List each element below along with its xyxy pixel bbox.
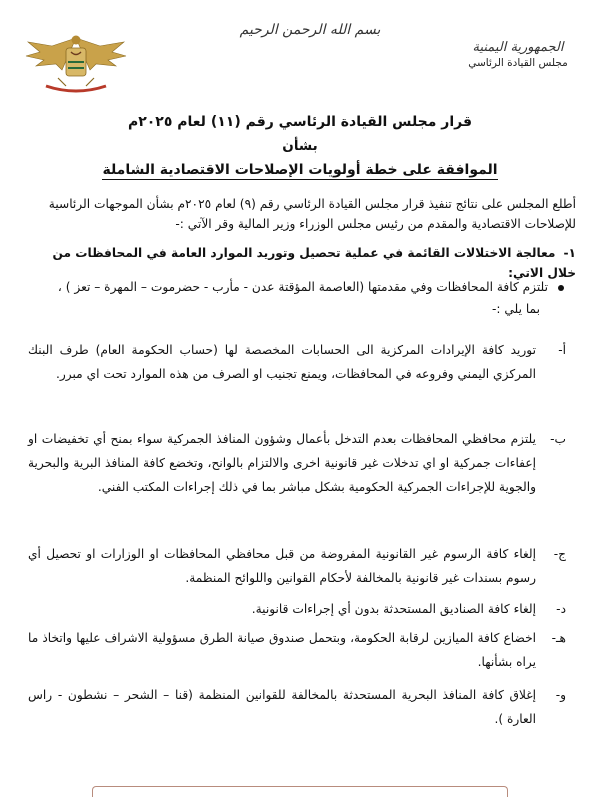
list-item (28, 683, 566, 731)
item-text: توريد كافة الإيرادات المركزية الى الحسابات المخصصة لها (حساب الحكومة العام) طرف البنك المركزي اليمني وفروعه في المحافظات، ويمنع تجنيب او الصرف من هذه الموارد تحت اي مبرر. (28, 343, 536, 381)
item-label: و- (555, 688, 566, 702)
letterhead (458, 40, 578, 69)
page-footer-frame (92, 786, 508, 797)
bullet-continuation (28, 299, 540, 319)
list-item (28, 542, 566, 590)
item-text: إلغاء كافة الرسوم غير القانونية المفروضة من قبل محافظي المحافظات او الوزارات او تحصيل أي رسوم بسندات غير قانونية بالمخالفة لأحكام القوانين واللوائح المنظمة. (28, 547, 536, 585)
item-label: ج- (553, 547, 566, 561)
item-text: إغلاق كافة المنافذ البحرية المستحدثة بالمخالفة للقوانين المنظمة (قنا – الشحر – نشطون - راس العارة ). (28, 688, 536, 726)
section-1-number: ١- (563, 246, 576, 260)
item-text: يلتزم محافظي المحافظات بعدم التدخل بأعمال وشؤون المنافذ الجمركية سواء بمنح أي تخفيضات او إعفاءات جمركية او اي تدخلات غير قانونية اخرى والالتزام بالوانح، وتخضع كافة المنافذ البرية والبحرية والجوية للإجراءات الجمركية الحكومية بشكل مباشر بما في ذلك إجراءات المكتب الفني. (28, 432, 536, 494)
bullet-line-1: تلتزم كافة المحافظات وفي مقدمتها (العاصمة المؤقتة عدن - مأرب - حضرموت – المهرة – تعز ) ، (57, 280, 548, 294)
intro-paragraph (28, 194, 576, 234)
item-label: د- (556, 602, 566, 616)
eagle-emblem-icon (22, 30, 130, 98)
country-name: الجمهورية اليمنية (472, 40, 564, 55)
list-item (28, 597, 566, 621)
bullet-line-2: بما يلي :- (492, 302, 540, 316)
decree-subject (90, 160, 510, 180)
bullet-item (28, 277, 564, 297)
title-block (90, 112, 510, 180)
item-label: ب- (550, 432, 566, 446)
item-label: هـ- (551, 631, 566, 645)
bullet-icon (558, 285, 564, 291)
list-item (28, 626, 566, 674)
item-text: إلغاء كافة الصناديق المستحدثة بدون أي إجراءات قانونية. (251, 602, 536, 616)
intro-text: أطلع المجلس على نتائج تنفيذ قرار مجلس القيادة الرئاسي رقم (٩) لعام ٢٠٢٥م بشأن الموجهات الرئاسية للإصلاحات الاقتصادية والمقدم من رئيس مجلس الوزراء وزير المالية وقر الآتي :- (48, 197, 576, 231)
regarding-label: بشأن (282, 138, 318, 154)
section-1-text: معالجة الاختلالات القائمة في عملية تحصيل وتوريد الموارد العامة في المحافظات من خلال الاتي: (52, 246, 576, 280)
decree-title: قرار مجلس القيادة الرئاسي رقم (١١) لعام ٢٠٢٥م (127, 114, 473, 130)
item-label: أ- (558, 343, 566, 357)
list-item (28, 338, 566, 386)
item-text: اخضاع كافة الميازين لرقابة الحكومة، وبتحمل صندوق صيانة الطرق مسؤولية الاشراف عليها واتخاذ ما يراه بشأنها. (28, 631, 536, 669)
decree-subject-text: الموافقة على خطة أولويات الإصلاحات الاقتصادية الشاملة (102, 162, 498, 178)
council-name: مجلس القيادة الرئاسي (468, 57, 568, 69)
list-item (28, 427, 566, 499)
basmala: بسم الله الرحمن الرحيم (239, 22, 381, 38)
